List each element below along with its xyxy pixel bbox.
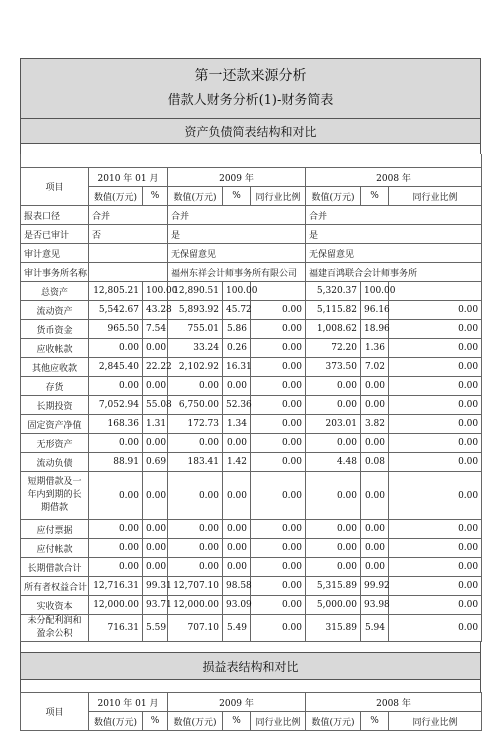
period-header: 2010 年 01 月 (89, 693, 168, 712)
value-header: 数值(万元) (89, 712, 143, 731)
cell-v1: 12,805.21 (89, 282, 143, 301)
table-row (21, 301, 482, 320)
row-label: 流动负债 (21, 453, 89, 472)
cell-v1: 965.50 (89, 320, 143, 339)
cell-pc3: 0.00 (361, 539, 389, 558)
cell-pc2: 0.26 (223, 339, 251, 358)
period-value: 否 (89, 225, 168, 244)
table-row (21, 558, 482, 577)
cell-pc1: 93.71 (143, 596, 168, 615)
cell-pc3: 96.16 (361, 301, 389, 320)
info-row (21, 244, 482, 263)
table-row (21, 358, 482, 377)
cell-v2: 0.00 (168, 472, 223, 520)
cell-v2: 172.73 (168, 415, 223, 434)
cell-ind3: 0.00 (389, 301, 482, 320)
period-value: 合并 (89, 206, 168, 225)
item-header: 项目 (21, 693, 89, 731)
income-table (20, 692, 482, 731)
row-label: 总资产 (21, 282, 89, 301)
industry-header: 同行业比例 (251, 712, 306, 731)
cell-pc1: 0.69 (143, 453, 168, 472)
cell-ind3 (389, 282, 482, 301)
table-row (21, 396, 482, 415)
period-header: 2009 年 (168, 693, 306, 712)
cell-pc3: 18.96 (361, 320, 389, 339)
cell-v3: 4.48 (306, 453, 361, 472)
row-label: 固定资产净值 (21, 415, 89, 434)
cell-ind2: 0.00 (251, 320, 306, 339)
cell-ind2: 0.00 (251, 358, 306, 377)
cell-v3: 0.00 (306, 377, 361, 396)
cell-v2: 755.01 (168, 320, 223, 339)
cell-pc1: 7.54 (143, 320, 168, 339)
cell-ind2: 0.00 (251, 396, 306, 415)
cell-pc1: 0.00 (143, 558, 168, 577)
cell-ind2 (251, 282, 306, 301)
cell-pc3: 1.36 (361, 339, 389, 358)
cell-v1: 0.00 (89, 472, 143, 520)
page-title: 第一还款来源分析 (194, 68, 307, 84)
cell-v1: 168.36 (89, 415, 143, 434)
cell-ind3: 0.00 (389, 358, 482, 377)
cell-v1: 0.00 (89, 558, 143, 577)
cell-pc3: 0.00 (361, 377, 389, 396)
cell-v3: 72.20 (306, 339, 361, 358)
table-row (21, 434, 482, 453)
cell-ind3: 0.00 (389, 415, 482, 434)
period-value: 福州东祥会计师事务所有限公司 (168, 263, 306, 282)
cell-pc3: 0.00 (361, 434, 389, 453)
spacer (20, 642, 481, 652)
cell-v2: 0.00 (168, 520, 223, 539)
cell-ind2: 0.00 (251, 339, 306, 358)
cell-v3: 315.89 (306, 615, 361, 642)
cell-v1: 0.00 (89, 520, 143, 539)
cell-v2: 33.24 (168, 339, 223, 358)
cell-v2: 12,000.00 (168, 596, 223, 615)
cell-v2: 12,707.10 (168, 577, 223, 596)
cell-v1: 12,716.31 (89, 577, 143, 596)
table-row (21, 539, 482, 558)
cell-v2: 0.00 (168, 434, 223, 453)
cell-ind3: 0.00 (389, 453, 482, 472)
cell-pc3: 7.02 (361, 358, 389, 377)
cell-pc1: 0.00 (143, 520, 168, 539)
cell-pc2: 1.34 (223, 415, 251, 434)
cell-v2: 6,750.00 (168, 396, 223, 415)
cell-ind3: 0.00 (389, 377, 482, 396)
cell-ind2: 0.00 (251, 520, 306, 539)
cell-pc2: 5.49 (223, 615, 251, 642)
cell-pc3: 93.98 (361, 596, 389, 615)
cell-ind2: 0.00 (251, 415, 306, 434)
row-label: 是否已审计 (21, 225, 89, 244)
cell-pc1: 0.00 (143, 539, 168, 558)
industry-header: 同行业比例 (389, 187, 482, 206)
row-label: 货币资金 (21, 320, 89, 339)
info-row (21, 225, 482, 244)
row-label: 审计意见 (21, 244, 89, 263)
row-label: 无形资产 (21, 434, 89, 453)
row-label: 存货 (21, 377, 89, 396)
row-label: 实收资本 (21, 596, 89, 615)
cell-pc3: 99.92 (361, 577, 389, 596)
cell-ind2: 0.00 (251, 558, 306, 577)
cell-ind2: 0.00 (251, 539, 306, 558)
row-label: 应付票据 (21, 520, 89, 539)
cell-v3: 203.01 (306, 415, 361, 434)
table-row (21, 615, 482, 642)
cell-pc2: 93.09 (223, 596, 251, 615)
cell-pc2: 1.42 (223, 453, 251, 472)
pct-header: % (361, 712, 389, 731)
cell-pc1: 55.08 (143, 396, 168, 415)
cell-v3: 5,115.82 (306, 301, 361, 320)
cell-v2: 0.00 (168, 539, 223, 558)
row-label: 报表口径 (21, 206, 89, 225)
cell-pc1: 0.00 (143, 472, 168, 520)
cell-v3: 5,320.37 (306, 282, 361, 301)
row-label: 流动资产 (21, 301, 89, 320)
row-label: 审计事务所名称 (21, 263, 89, 282)
cell-ind3: 0.00 (389, 520, 482, 539)
cell-pc1: 0.00 (143, 339, 168, 358)
row-label: 长期投资 (21, 396, 89, 415)
cell-ind2: 0.00 (251, 577, 306, 596)
cell-pc2: 16.31 (223, 358, 251, 377)
cell-pc2: 0.00 (223, 434, 251, 453)
cell-ind3: 0.00 (389, 434, 482, 453)
cell-ind2: 0.00 (251, 301, 306, 320)
cell-pc3: 0.00 (361, 396, 389, 415)
cell-ind3: 0.00 (389, 339, 482, 358)
page-subtitle: 借款人财务分析(1)-财务简表 (167, 93, 334, 108)
cell-pc1: 5.59 (143, 615, 168, 642)
industry-header: 同行业比例 (251, 187, 306, 206)
spacer (20, 144, 481, 154)
period-value: 合并 (306, 206, 482, 225)
value-header: 数值(万元) (306, 187, 361, 206)
cell-pc2: 0.00 (223, 377, 251, 396)
period-value: 合并 (168, 206, 306, 225)
table-row (21, 577, 482, 596)
cell-v3: 0.00 (306, 396, 361, 415)
cell-v1: 0.00 (89, 339, 143, 358)
cell-v2: 12,890.51 (168, 282, 223, 301)
cell-pc1: 0.00 (143, 434, 168, 453)
period-header: 2008 年 (306, 693, 482, 712)
cell-pc2: 98.58 (223, 577, 251, 596)
row-label: 应付帐款 (21, 539, 89, 558)
title-block (20, 58, 481, 118)
cell-v1: 12,000.00 (89, 596, 143, 615)
value-header: 数值(万元) (89, 187, 143, 206)
cell-pc3: 0.00 (361, 558, 389, 577)
cell-v1: 0.00 (89, 434, 143, 453)
cell-pc2: 100.00 (223, 282, 251, 301)
table-row (21, 339, 482, 358)
pct-header: % (361, 187, 389, 206)
row-label: 其他应收款 (21, 358, 89, 377)
value-header: 数值(万元) (168, 187, 223, 206)
cell-ind2: 0.00 (251, 596, 306, 615)
cell-pc3: 5.94 (361, 615, 389, 642)
value-header: 数值(万元) (168, 712, 223, 731)
period-value: 无保留意见 (306, 244, 482, 263)
row-label: 短期借款及一年内到期的长期借款 (21, 472, 89, 520)
cell-v2: 0.00 (168, 558, 223, 577)
pct-header: % (143, 712, 168, 731)
cell-v3: 0.00 (306, 539, 361, 558)
cell-ind2: 0.00 (251, 434, 306, 453)
cell-pc1: 1.31 (143, 415, 168, 434)
period-value: 是 (168, 225, 306, 244)
info-row (21, 206, 482, 225)
cell-pc3: 3.82 (361, 415, 389, 434)
cell-v2: 707.10 (168, 615, 223, 642)
table-row (21, 320, 482, 339)
cell-ind3: 0.00 (389, 596, 482, 615)
cell-v3: 0.00 (306, 520, 361, 539)
period-value (89, 244, 168, 263)
cell-v3: 0.00 (306, 558, 361, 577)
cell-pc2: 0.00 (223, 520, 251, 539)
cell-pc3: 0.00 (361, 520, 389, 539)
table-row (21, 520, 482, 539)
cell-ind3: 0.00 (389, 472, 482, 520)
data-rows (21, 282, 482, 642)
cell-v3: 5,315.89 (306, 577, 361, 596)
cell-ind3: 0.00 (389, 577, 482, 596)
cell-pc2: 0.00 (223, 472, 251, 520)
period-value: 福建百鸿联合会计师事务所 (306, 263, 482, 282)
cell-v1: 0.00 (89, 377, 143, 396)
cell-pc1: 43.28 (143, 301, 168, 320)
cell-pc2: 52.36 (223, 396, 251, 415)
cell-v2: 2,102.92 (168, 358, 223, 377)
cell-pc3: 100.00 (361, 282, 389, 301)
cell-pc2: 0.00 (223, 539, 251, 558)
cell-pc1: 0.00 (143, 377, 168, 396)
row-label: 所有者权益合计 (21, 577, 89, 596)
cell-v3: 5,000.00 (306, 596, 361, 615)
cell-v2: 183.41 (168, 453, 223, 472)
industry-header: 同行业比例 (389, 712, 482, 731)
table-row (21, 453, 482, 472)
info-row (21, 263, 482, 282)
row-label: 应收帐款 (21, 339, 89, 358)
row-label: 长期借款合计 (21, 558, 89, 577)
cell-ind3: 0.00 (389, 615, 482, 642)
subheader-row (21, 712, 482, 731)
balance-table (20, 154, 482, 642)
pct-header: % (143, 187, 168, 206)
cell-ind2: 0.00 (251, 472, 306, 520)
period-header-row (21, 168, 482, 187)
cell-pc1: 22.22 (143, 358, 168, 377)
cell-pc2: 0.00 (223, 558, 251, 577)
cell-pc3: 0.08 (361, 453, 389, 472)
table-row (21, 415, 482, 434)
cell-pc3: 0.00 (361, 472, 389, 520)
financial-sheet (20, 58, 481, 731)
cell-pc1: 99.31 (143, 577, 168, 596)
cell-pc2: 5.86 (223, 320, 251, 339)
cell-v3: 0.00 (306, 472, 361, 520)
section-income-title: 损益表结构和对比 (20, 652, 481, 680)
cell-v1: 2,845.40 (89, 358, 143, 377)
cell-ind3: 0.00 (389, 396, 482, 415)
cell-pc2: 45.72 (223, 301, 251, 320)
cell-ind2: 0.00 (251, 377, 306, 396)
cell-pc1: 100.00 (143, 282, 168, 301)
cell-ind3: 0.00 (389, 539, 482, 558)
cell-v1: 7,052.94 (89, 396, 143, 415)
table-row (21, 282, 482, 301)
cell-v1: 0.00 (89, 539, 143, 558)
cell-v3: 0.00 (306, 434, 361, 453)
period-header-row (21, 693, 482, 712)
period-value: 无保留意见 (168, 244, 306, 263)
period-value (89, 263, 168, 282)
cell-v2: 0.00 (168, 377, 223, 396)
spacer (20, 680, 481, 692)
cell-v1: 716.31 (89, 615, 143, 642)
pct-header: % (223, 187, 251, 206)
cell-v3: 1,008.62 (306, 320, 361, 339)
table-row (21, 596, 482, 615)
period-value: 是 (306, 225, 482, 244)
period-header: 2008 年 (306, 168, 482, 187)
row-label: 未分配利润和盈余公积 (21, 615, 89, 642)
cell-v2: 5,893.92 (168, 301, 223, 320)
info-rows (21, 206, 482, 282)
pct-header: % (223, 712, 251, 731)
cell-ind3: 0.00 (389, 320, 482, 339)
cell-v3: 373.50 (306, 358, 361, 377)
period-header: 2009 年 (168, 168, 306, 187)
cell-ind2: 0.00 (251, 453, 306, 472)
subheader-row (21, 187, 482, 206)
cell-v1: 88.91 (89, 453, 143, 472)
period-header: 2010 年 01 月 (89, 168, 168, 187)
cell-ind3: 0.00 (389, 558, 482, 577)
blank-row (21, 154, 482, 168)
table-row (21, 377, 482, 396)
item-header: 项目 (21, 168, 89, 206)
cell-ind2: 0.00 (251, 615, 306, 642)
cell-v1: 5,542.67 (89, 301, 143, 320)
table-row (21, 472, 482, 520)
value-header: 数值(万元) (306, 712, 361, 731)
section-balance-title: 资产负债简表结构和对比 (20, 118, 481, 144)
